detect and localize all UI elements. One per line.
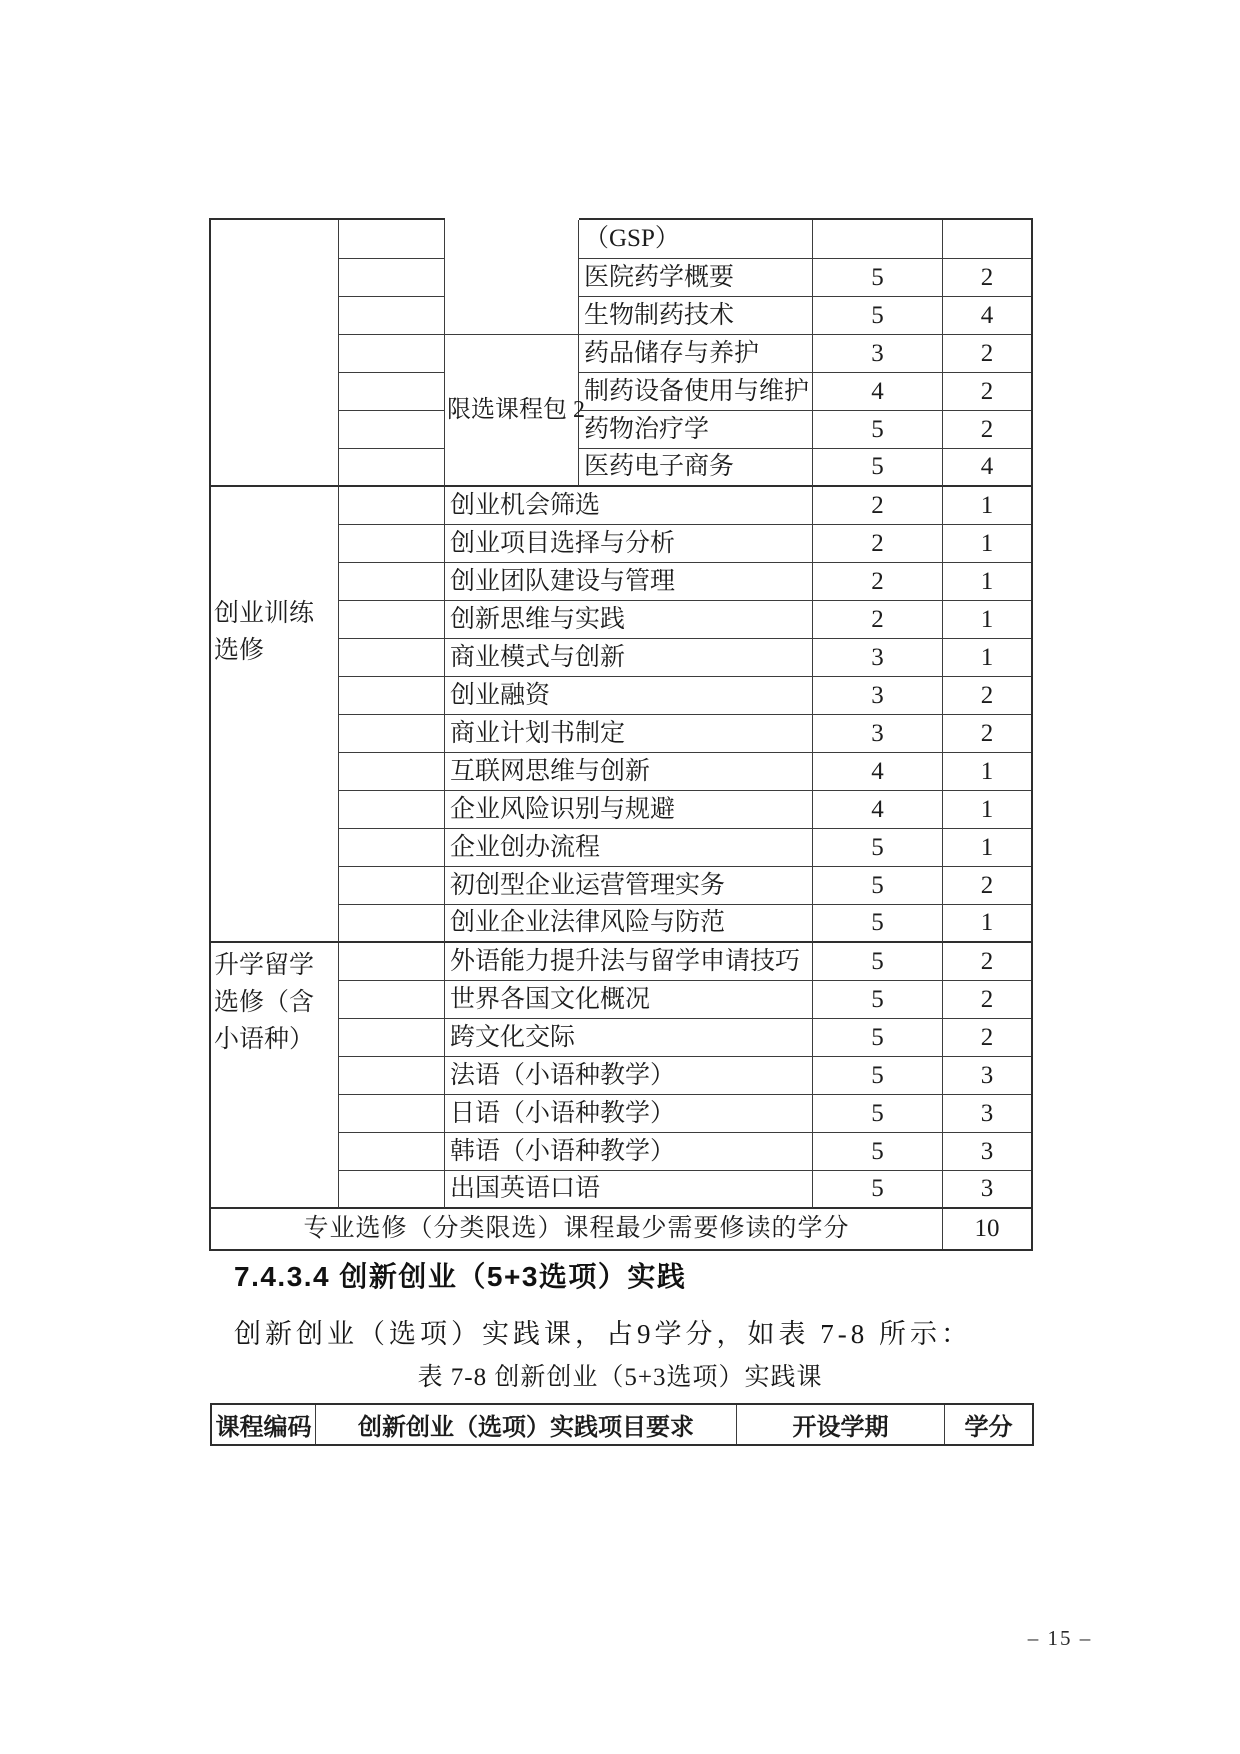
section-heading: 7.4.3.4 创新创业（5+3选项）实践: [234, 1261, 687, 1292]
credits-cell: 1: [943, 829, 1031, 867]
course-cell: 外语能力提升法与留学申请技巧: [445, 943, 813, 981]
code-cell: [339, 791, 445, 829]
credits-cell: 1: [943, 791, 1031, 829]
package-1-cell: [445, 220, 579, 335]
credits-cell: 1: [943, 905, 1031, 943]
course-cell: 药物治疗学: [579, 411, 813, 449]
code-cell: [339, 601, 445, 639]
code-cell: [339, 1095, 445, 1133]
course-cell: 创业融资: [445, 677, 813, 715]
course-cell: 医院药学概要: [579, 259, 813, 297]
code-cell: [339, 525, 445, 563]
code-cell: [339, 677, 445, 715]
credits-cell: 2: [943, 867, 1031, 905]
practice-header-code: 课程编码: [212, 1405, 316, 1444]
term-cell: 3: [813, 677, 943, 715]
practice-header-requirement: 创新创业（选项）实践项目要求: [316, 1405, 737, 1444]
code-cell: [339, 639, 445, 677]
code-cell: [339, 1019, 445, 1057]
code-cell: [339, 1057, 445, 1095]
course-cell: 跨文化交际: [445, 1019, 813, 1057]
course-cell: 世界各国文化概况: [445, 981, 813, 1019]
term-cell: 3: [813, 639, 943, 677]
course-cell: 创业机会筛选: [445, 487, 813, 525]
term-cell: [813, 220, 943, 259]
credits-cell: 2: [943, 1019, 1031, 1057]
code-cell: [339, 563, 445, 601]
course-cell: 创业团队建设与管理: [445, 563, 813, 601]
term-cell: 3: [813, 335, 943, 373]
term-cell: 5: [813, 411, 943, 449]
course-cell: 出国英语口语: [445, 1171, 813, 1209]
term-cell: 5: [813, 1019, 943, 1057]
credits-cell: [943, 220, 1031, 259]
term-cell: 5: [813, 1057, 943, 1095]
code-cell: [339, 220, 445, 259]
code-cell: [339, 373, 445, 411]
course-cell: 生物制药技术: [579, 297, 813, 335]
term-cell: 5: [813, 1171, 943, 1209]
term-cell: 5: [813, 1095, 943, 1133]
category-cell-entrepreneurship: 创业训练选修: [211, 487, 339, 943]
code-cell: [339, 715, 445, 753]
term-cell: 4: [813, 791, 943, 829]
credits-cell: 1: [943, 487, 1031, 525]
credits-cell: 2: [943, 259, 1031, 297]
course-cell: 法语（小语种教学）: [445, 1057, 813, 1095]
code-cell: [339, 867, 445, 905]
code-cell: [339, 335, 445, 373]
term-cell: 5: [813, 905, 943, 943]
code-cell: [339, 487, 445, 525]
course-cell: 创业项目选择与分析: [445, 525, 813, 563]
course-cell: 商业模式与创新: [445, 639, 813, 677]
practice-header-credits: 学分: [964, 1414, 1013, 1441]
course-cell: 企业创办流程: [445, 829, 813, 867]
credits-cell: 4: [943, 449, 1031, 487]
course-cell: （GSP）: [579, 220, 813, 259]
course-cell: 药品储存与养护: [579, 335, 813, 373]
table-caption: 表 7-8 创新创业（5+3选项）实践课: [417, 1364, 823, 1391]
course-cell: 互联网思维与创新: [445, 753, 813, 791]
credits-cell: 2: [943, 373, 1031, 411]
credits-cell: 3: [943, 1171, 1031, 1209]
credits-cell: 1: [943, 639, 1031, 677]
term-cell: 5: [813, 259, 943, 297]
credits-cell: 2: [943, 677, 1031, 715]
term-cell: 2: [813, 563, 943, 601]
credits-cell: 1: [943, 563, 1031, 601]
term-cell: 5: [813, 829, 943, 867]
term-cell: 2: [813, 601, 943, 639]
practice-header-term: 开设学期: [737, 1405, 945, 1444]
term-cell: 3: [813, 715, 943, 753]
credits-cell: 2: [943, 335, 1031, 373]
credits-cell: 2: [943, 981, 1031, 1019]
term-cell: 5: [813, 297, 943, 335]
credits-cell: 2: [943, 715, 1031, 753]
credits-cell: 4: [943, 297, 1031, 335]
term-cell: 2: [813, 487, 943, 525]
code-cell: [339, 259, 445, 297]
term-cell: 4: [813, 753, 943, 791]
term-cell: 5: [813, 943, 943, 981]
credits-cell: 3: [943, 1133, 1031, 1171]
course-cell: 制药设备使用与维护: [579, 373, 813, 411]
elective-course-table: [209, 218, 1033, 1251]
code-cell: [339, 411, 445, 449]
code-cell: [339, 449, 445, 487]
course-cell: 韩语（小语种教学）: [445, 1133, 813, 1171]
term-cell: 5: [813, 449, 943, 487]
package-2-label: 限选课程包 2: [447, 396, 585, 423]
code-cell: [339, 905, 445, 943]
summary-row-label: 专业选修（分类限选）课程最少需要修读的学分: [211, 1209, 943, 1249]
code-cell: [339, 297, 445, 335]
code-cell: [339, 943, 445, 981]
course-cell: 医药电子商务: [579, 449, 813, 487]
credits-cell: 3: [943, 1057, 1031, 1095]
course-cell: 商业计划书制定: [445, 715, 813, 753]
category-cell: [211, 220, 339, 487]
course-cell: 创新思维与实践: [445, 601, 813, 639]
credits-cell: 2: [943, 943, 1031, 981]
course-cell: 创业企业法律风险与防范: [445, 905, 813, 943]
term-cell: 5: [813, 1133, 943, 1171]
course-cell: 企业风险识别与规避: [445, 791, 813, 829]
credits-cell: 1: [943, 753, 1031, 791]
category-cell-study-abroad: 升学留学选修（含小语种）: [211, 943, 339, 1209]
page-break-gap: [445, 218, 579, 220]
credits-cell: 3: [943, 1095, 1031, 1133]
term-cell: 2: [813, 525, 943, 563]
practice-table: [210, 1403, 1034, 1446]
course-cell: 初创型企业运营管理实务: [445, 867, 813, 905]
term-cell: 5: [813, 867, 943, 905]
page-number: – 15 –: [1027, 1626, 1093, 1650]
credits-cell: 1: [943, 525, 1031, 563]
code-cell: [339, 981, 445, 1019]
credits-cell: 2: [943, 411, 1031, 449]
term-cell: 5: [813, 981, 943, 1019]
summary-credits: 10: [974, 1215, 1000, 1242]
code-cell: [339, 1133, 445, 1171]
term-cell: 4: [813, 373, 943, 411]
code-cell: [339, 829, 445, 867]
intro-paragraph: 创新创业（选项）实践课，占9学分，如表 7-8 所示：: [234, 1319, 972, 1349]
credits-cell: 1: [943, 601, 1031, 639]
course-cell: 日语（小语种教学）: [445, 1095, 813, 1133]
package-2-cell: [445, 335, 585, 487]
code-cell: [339, 753, 445, 791]
code-cell: [339, 1171, 445, 1209]
